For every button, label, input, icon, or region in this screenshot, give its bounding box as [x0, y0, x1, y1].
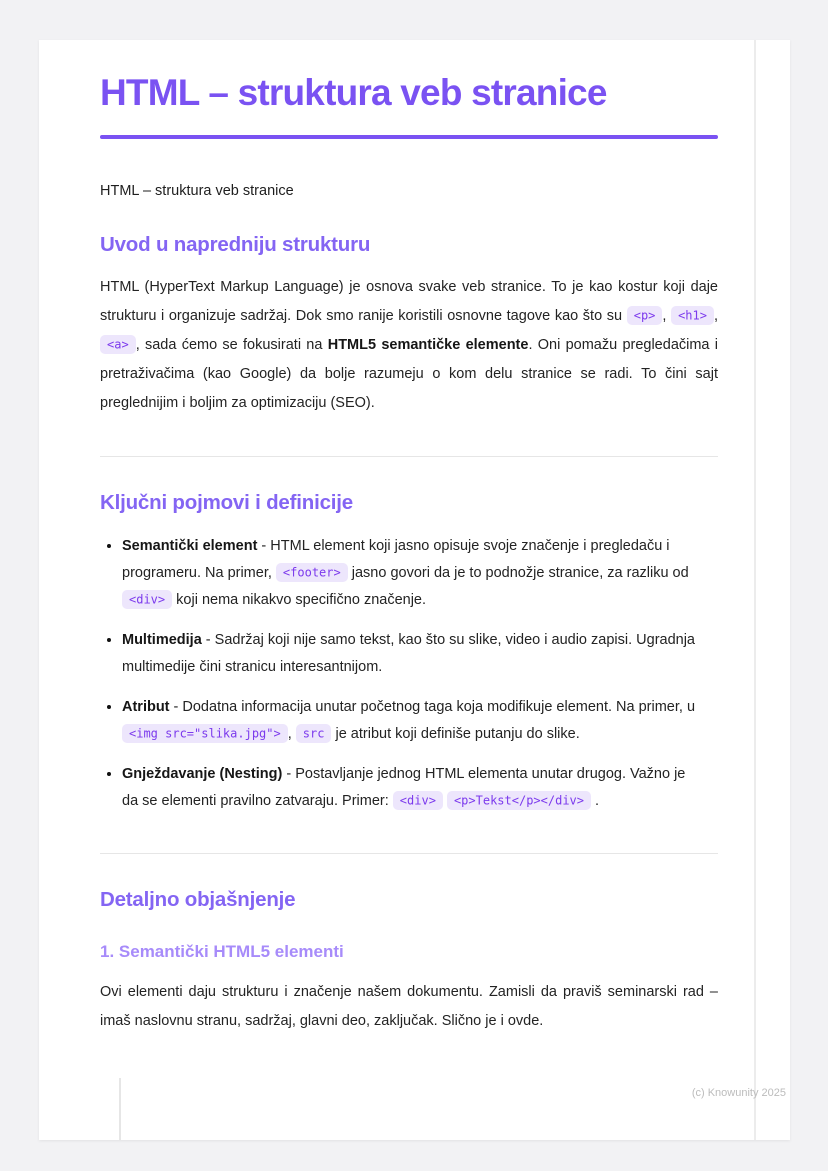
text-run: - HTML element koji jasno opisuje svoje značenje i pregledaču i programeru. Na primer,: [122, 537, 670, 581]
bold-term: HTML5 semantičke elemente: [327, 336, 529, 353]
bold-term: Gnježdavanje (Nesting): [122, 765, 283, 782]
section-heading-pojmovi: Ključni pojmovi i definicije: [100, 490, 353, 514]
text-run: ,: [662, 307, 672, 324]
section-heading-uvod: Uvod u napredniju strukturu: [100, 232, 371, 256]
page-title: HTML – struktura veb stranice: [100, 72, 607, 113]
text-run: , sada ćemo se fokusirati na: [135, 336, 328, 353]
inline-code-chip: src: [296, 724, 332, 743]
page-content: [39, 40, 790, 1036]
copyright-note: (c) Knowunity 2025: [691, 1087, 786, 1099]
list-item-atribut: [122, 694, 698, 748]
inline-code-chip: <p>Tekst</p></div>: [447, 791, 591, 810]
page: [39, 40, 790, 1140]
section-divider: [100, 853, 718, 854]
text-run: - Sadržaj koji nije samo tekst, kao što su slike, video i audio zapisi. Ugradnja multimedije čini stranicu interesantnijom.: [122, 631, 695, 675]
paragraph-detaljno: [100, 978, 718, 1036]
text-run: HTML (HyperText Markup Language) je osnova svake veb stranice. To je kao kostur koji daje strukturu i organizuje sadržaj. Dok smo ranije koristili osnovne tagove kao što su: [100, 278, 718, 324]
inline-code-chip: <a>: [100, 335, 136, 354]
list-item-semanticki-element: [122, 533, 698, 614]
list-item-gnjezdavanje: [122, 761, 698, 815]
text-run: ,: [287, 725, 296, 742]
text-run: .: [591, 792, 600, 809]
bold-term: Multimedija: [122, 631, 202, 648]
section-divider: [100, 456, 718, 457]
inline-code-chip: <img src="slika.jpg">: [122, 724, 288, 743]
bold-term: Atribut: [122, 698, 170, 715]
subsection-heading-semanticki-html5: 1. Semantički HTML5 elementi: [100, 941, 344, 961]
text-run: - Postavljanje jednog HTML elementa unutar drugog. Važno je da se elementi pravilno zatvaraju. Primer:: [122, 765, 686, 809]
text-run: - Dodatna informacija unutar početnog taga koja modifikuje element. Na primer, u: [169, 698, 696, 715]
text-run: jasno govori da je to podnožje stranice, za razliku od: [347, 564, 689, 581]
text-run: . Oni pomažu pregledačima i pretraživačima (kao Google) da bolje razumeju o kom delu stranice se radi. To čini sajt preglednijim i boljim za optimizaciju (SEO).: [100, 336, 718, 411]
text-run: Ovi elementi daju strukturu i značenje našem dokumentu. Zamisli da praviš seminarski rad – imaš naslovnu stranu, sadržaj, glavni deo, zaključak. Slično je i ovde.: [100, 983, 718, 1029]
inline-code-chip: <div>: [393, 791, 443, 810]
definitions-list: [100, 533, 718, 815]
title-underline: [100, 135, 718, 139]
intro-line: HTML – struktura veb stranice: [100, 182, 294, 199]
page-edge-line-bottom-left: [119, 1078, 121, 1140]
text-run: koji nema nikakvo specifično značenje.: [172, 591, 427, 608]
inline-code-chip: <h1>: [671, 306, 714, 325]
page-edge-line-right: [754, 40, 756, 1140]
inline-code-chip: <div>: [122, 590, 172, 609]
inline-code-chip: <footer>: [276, 563, 348, 582]
list-item-multimedija: [122, 627, 698, 681]
text-run: je atribut koji definiše putanju do slike.: [331, 725, 580, 742]
text-run: ,: [713, 307, 718, 324]
paragraph-uvod: [100, 273, 718, 418]
bold-term: Semantički element: [122, 537, 258, 554]
inline-code-chip: <p>: [627, 306, 663, 325]
section-heading-detaljno: Detaljno objašnjenje: [100, 887, 296, 911]
